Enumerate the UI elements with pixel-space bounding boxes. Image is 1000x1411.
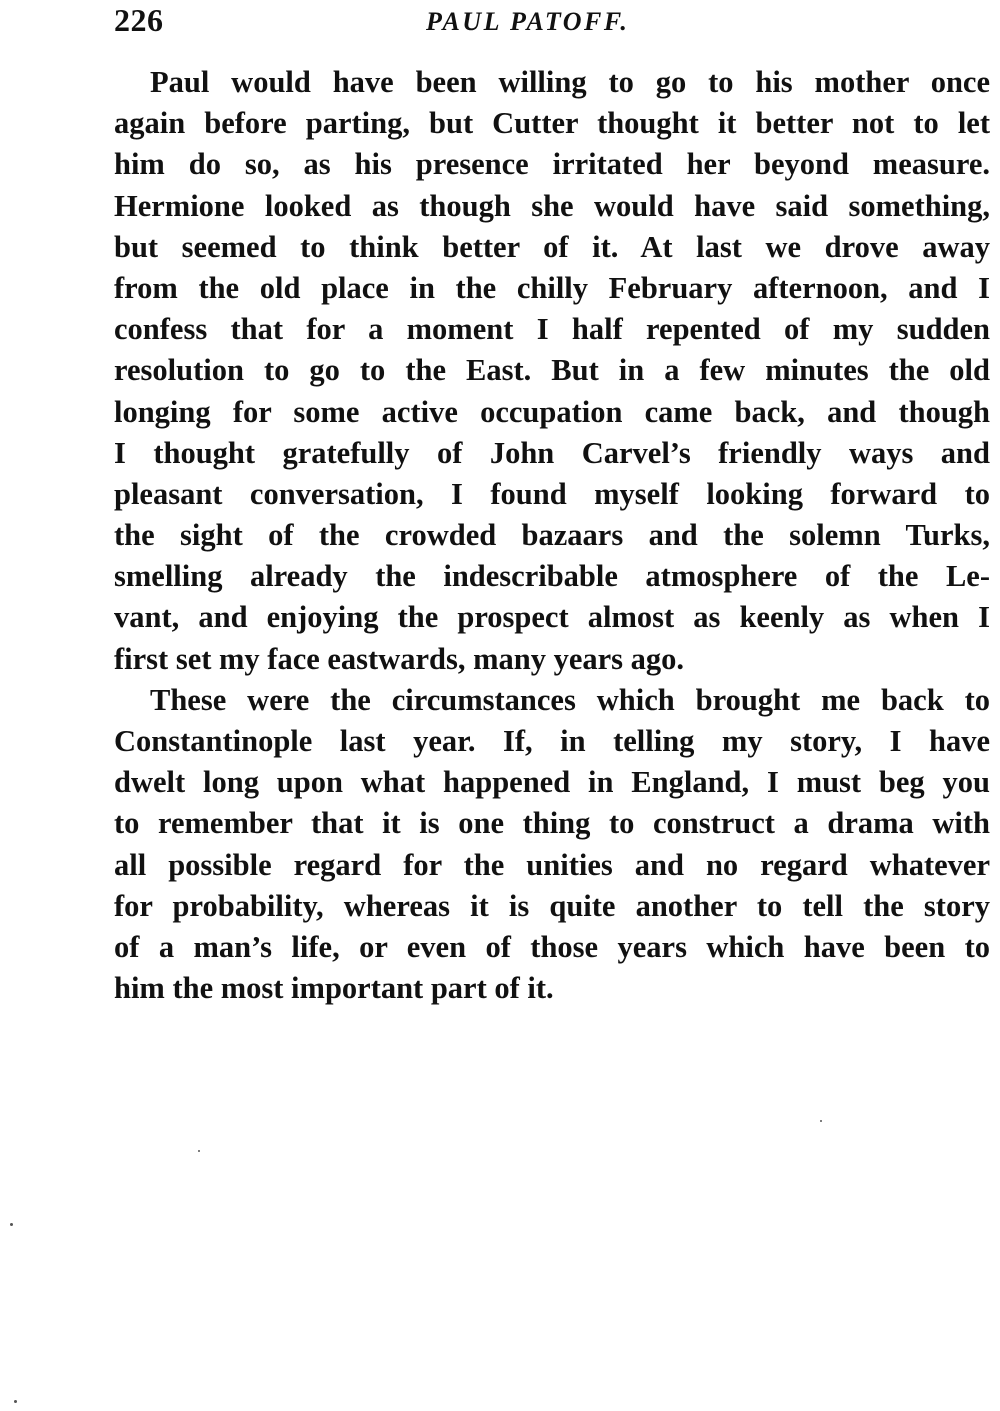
text-line: again before parting, but Cutter thought it better not to let (114, 106, 990, 141)
text-line: longing for some active occupation came back, and though (114, 394, 990, 429)
text-line: dwelt long upon what happened in England, I must beg you (114, 765, 990, 800)
text-line: him do so, as his presence irritated her beyond measure. (114, 147, 990, 182)
text-line: Constantinople last year. If, in telling my story, I have (114, 724, 990, 758)
scan-speck (820, 1120, 822, 1122)
text-line: vant, and enjoying the prospect almost as keenly as when I (114, 600, 990, 635)
text-line: confess that for a moment I half repented of my sudden (114, 312, 990, 347)
text-line: pleasant conversation, I found myself looking forward to (114, 476, 990, 511)
text-line: resolution to go to the East. But in a few minutes the old (114, 353, 990, 388)
text-line: Paul would have been willing to go to his mother once (150, 65, 990, 99)
text-line: but seemed to think better of it. At last we drove away (114, 229, 990, 264)
text-line: first set my face eastwards, many years ago. (114, 641, 685, 676)
text-line: These were the circumstances which brought me back to (150, 682, 990, 717)
text-line: for probability, whereas it is quite another to tell the story (114, 888, 990, 923)
text-line: to remember that it is one thing to construct a drama with (114, 806, 990, 841)
page-number: 226 (114, 2, 164, 38)
text-line: Hermione looked as though she would have said something, (114, 188, 990, 223)
text-line: smelling already the indescribable atmosphere of the Le- (114, 559, 990, 594)
text-line: from the old place in the chilly February afternoon, and I (114, 270, 990, 305)
scan-speck (10, 1223, 13, 1226)
running-head (114, 2, 990, 42)
text-line: all possible regard for the unities and no regard whatever (114, 847, 990, 882)
scan-speck (14, 1400, 17, 1403)
text-line: him the most important part of it. (114, 971, 554, 1006)
running-title: PAUL PATOFF. (426, 7, 630, 36)
text-line: I thought gratefully of John Carvel’s friendly ways and (114, 435, 990, 470)
text-line: of a man’s life, or even of those years which have been to (114, 929, 990, 964)
body-text (114, 62, 990, 1009)
scan-speck (198, 1150, 200, 1152)
text-line: the sight of the crowded bazaars and the solemn Turks, (114, 518, 990, 553)
